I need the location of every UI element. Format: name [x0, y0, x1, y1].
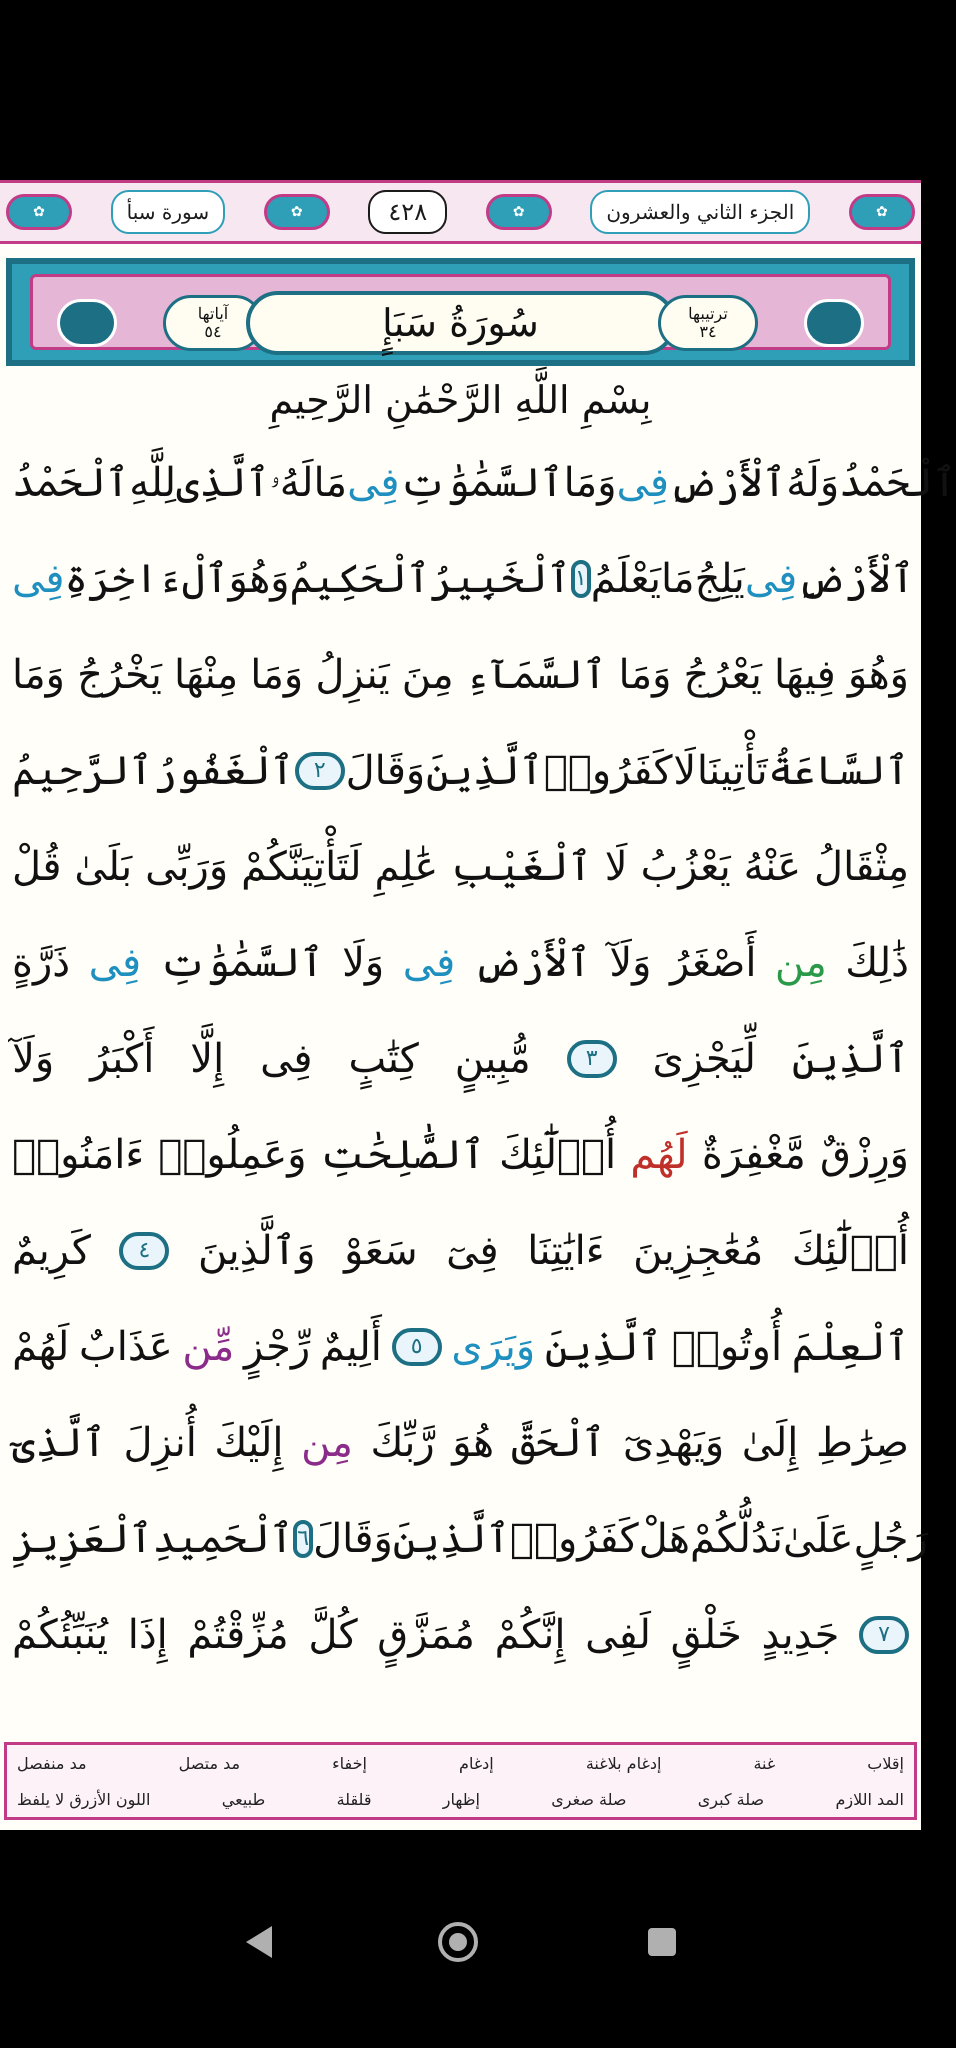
- ayah-number-marker[interactable]: ٦: [293, 1520, 313, 1558]
- verse-word[interactable]: فِيهَا: [773, 652, 836, 698]
- verse-word[interactable]: وَٱلَّذِينَ: [198, 1228, 316, 1274]
- verse-word[interactable]: يُنَبِّئُكُمْ: [12, 1612, 109, 1658]
- order-value: ٣٤: [699, 322, 717, 341]
- verse-word[interactable]: ٱلسَّمَآءِ: [465, 652, 607, 698]
- surah-banner: [6, 258, 915, 366]
- verse-word[interactable]: هُوَ: [452, 1420, 495, 1466]
- verse-word[interactable]: مِّن: [182, 1324, 235, 1370]
- verse-line[interactable]: [12, 627, 909, 723]
- verse-word[interactable]: نَدُلُّكُمْ: [690, 1516, 784, 1562]
- verse-word[interactable]: كَفَرُوا۟: [509, 1516, 639, 1562]
- verse-line[interactable]: [12, 435, 956, 531]
- verse-word[interactable]: يَعْزُبُ: [640, 844, 731, 890]
- verse-word[interactable]: إِلَىٰ: [741, 1420, 799, 1466]
- verse-word[interactable]: فِىٓ: [446, 1228, 499, 1274]
- verse-line[interactable]: [12, 1587, 909, 1683]
- verse-word[interactable]: إِلَّا: [190, 1036, 225, 1082]
- verse-word[interactable]: وَلَآ: [12, 1036, 55, 1082]
- verse-word[interactable]: وَرِزْقٌ: [820, 1132, 909, 1178]
- verse-word[interactable]: وَيَرَى: [451, 1324, 536, 1370]
- mushaf-page[interactable]: [0, 180, 956, 1830]
- verse-word[interactable]: خَلْقٍ: [670, 1612, 742, 1658]
- verse-word[interactable]: فِى: [616, 460, 670, 506]
- legend-item: مد منفصل: [17, 1753, 87, 1773]
- legend-item: إقلاب: [867, 1753, 904, 1773]
- verse-word[interactable]: مُمَزَّقٍ: [377, 1612, 475, 1658]
- ayah-number-marker[interactable]: ٥: [392, 1328, 442, 1366]
- verse-word[interactable]: لَهُمْ: [12, 1324, 70, 1370]
- legend-item: اللون الأزرق لا يلفظ: [17, 1789, 151, 1809]
- verse-word[interactable]: لَهُۥ: [269, 460, 314, 506]
- verse-word[interactable]: يَخْرُجُ: [77, 652, 162, 698]
- verse-word[interactable]: ٱلْءَاخِرَةِ: [64, 556, 229, 602]
- ayah-number-marker[interactable]: ٣: [567, 1040, 617, 1078]
- verse-word[interactable]: ٱلْحَكِيمُ: [289, 556, 431, 602]
- verse-word[interactable]: مُزِّقْتُمْ: [187, 1612, 289, 1658]
- verse-word[interactable]: ذَٰلِكَ: [845, 940, 909, 986]
- ayah-number-marker[interactable]: ٢: [295, 752, 345, 790]
- verse-word[interactable]: فِى: [88, 940, 142, 986]
- verse-word[interactable]: وَمَا: [563, 460, 617, 506]
- verse-word[interactable]: أُوتُوا۟: [671, 1324, 783, 1370]
- verse-word[interactable]: ءَايَٰتِنَا: [527, 1228, 605, 1274]
- verse-word[interactable]: عَذَابٌ: [79, 1324, 173, 1370]
- legend-item: طبيعي: [221, 1789, 266, 1809]
- verse-line[interactable]: [12, 723, 909, 819]
- verse-word[interactable]: كَفَرُوا۟: [543, 748, 673, 794]
- verse-word[interactable]: لَهُم: [630, 1132, 688, 1178]
- verse-word[interactable]: لِّيَجْزِىَ: [652, 1036, 756, 1082]
- verse-word[interactable]: فِى: [12, 556, 65, 602]
- order-label: ترتيبها: [688, 304, 728, 323]
- ornament-left: ✿: [6, 194, 72, 230]
- verse-word[interactable]: وَعَمِلُوا۟: [158, 1132, 307, 1178]
- verse-word[interactable]: ٱلَّذِينَ: [544, 1324, 663, 1370]
- banner-frame: [30, 274, 891, 350]
- verse-word[interactable]: رِّجْزٍ: [244, 1324, 311, 1370]
- verse-word[interactable]: قُلْ: [12, 844, 62, 890]
- verse-word[interactable]: فِى: [347, 460, 400, 506]
- verse-word[interactable]: ٱلْأَرْضِ: [669, 460, 787, 506]
- verse-word[interactable]: وَقَالَ: [345, 748, 426, 794]
- verse-word[interactable]: يَلِجُ: [694, 556, 745, 602]
- ayah-number-marker[interactable]: ٤: [119, 1232, 169, 1270]
- verse-word[interactable]: وَلَهُ: [786, 460, 840, 506]
- verse-word[interactable]: فِى: [260, 1036, 313, 1082]
- verse-word[interactable]: ٱلْعِلْمَ: [791, 1324, 909, 1370]
- ayat-label: آياتها: [197, 304, 229, 323]
- verse-word[interactable]: عَنْهُ: [743, 844, 802, 890]
- legend-item: إدغام: [459, 1753, 494, 1773]
- ayah-number-marker[interactable]: ٧: [859, 1616, 909, 1654]
- recent-apps-icon[interactable]: [640, 1920, 684, 1964]
- verse-word[interactable]: ٱلْخَبِيرُ: [430, 556, 571, 602]
- home-icon[interactable]: [436, 1920, 480, 1964]
- verse-line[interactable]: [12, 1299, 909, 1395]
- verse-word[interactable]: إِنَّكُمْ: [494, 1612, 566, 1658]
- verse-line[interactable]: [12, 819, 909, 915]
- basmala: بِسْمِ اللَّهِ الرَّحْمَٰنِ الرَّحِيمِ: [269, 378, 652, 422]
- verse-word[interactable]: ٱلسَّمَٰوَٰتِ: [159, 940, 324, 986]
- legend-item: قلقلة: [336, 1789, 372, 1809]
- legend-item: مد متصل: [178, 1753, 241, 1773]
- legend-row: [7, 1781, 914, 1817]
- verse-word[interactable]: ٱلْعَزِيزِ: [12, 1516, 153, 1562]
- verse-word[interactable]: أُو۟لَٰٓئِكَ: [791, 1228, 909, 1274]
- verse-word[interactable]: وَمَا: [618, 652, 672, 698]
- verse-word[interactable]: مِنَ: [401, 652, 454, 698]
- verse-line[interactable]: [12, 1203, 909, 1299]
- verse-word[interactable]: ٱلْأَرْضِ: [797, 556, 915, 602]
- legend-item: المد اللازم: [835, 1789, 904, 1809]
- legend-item: إظهار: [442, 1789, 480, 1809]
- verse-word[interactable]: وَهُوَ: [228, 556, 290, 602]
- legend-item: إدغام بلاغنة: [585, 1753, 662, 1773]
- verse-word[interactable]: وَرَبِّى: [145, 844, 229, 890]
- verse-word[interactable]: هَلْ: [638, 1516, 691, 1562]
- verse-word[interactable]: مُعَٰجِزِينَ: [633, 1228, 764, 1274]
- verse-word[interactable]: يَعْرُجُ: [683, 652, 762, 698]
- verse-word[interactable]: مِن: [774, 940, 827, 986]
- ornament-mid-left: ✿: [264, 194, 330, 230]
- verse-word[interactable]: وَمَا: [250, 652, 304, 698]
- legend-item: صلة كبرى: [697, 1789, 765, 1809]
- page-number: ٤٢٨: [368, 190, 447, 234]
- verse-word[interactable]: وَقَالَ: [313, 1516, 393, 1562]
- legend-item: صلة صغرى: [551, 1789, 627, 1809]
- tajweed-legend: [4, 1742, 917, 1820]
- flower-ornament-icon: [57, 299, 117, 347]
- verse-line[interactable]: [12, 1107, 909, 1203]
- verse-word[interactable]: صِرَٰطِ: [815, 1420, 909, 1466]
- verse-word[interactable]: مِن: [301, 1420, 353, 1466]
- verse-word[interactable]: وَيَهْدِىٓ: [622, 1420, 725, 1466]
- flower-ornament-icon: [804, 299, 864, 347]
- verse-word[interactable]: ءَامَنُوا۟: [12, 1132, 145, 1178]
- verse-word[interactable]: كِتَٰبٍ: [348, 1036, 419, 1082]
- verse-word[interactable]: ٱلَّذِينَ: [791, 1036, 909, 1082]
- verse-word[interactable]: تَأْتِينَا: [696, 748, 768, 794]
- verse-word[interactable]: أَكْبَرُ: [90, 1036, 155, 1082]
- surah-label: سورة سبأ: [111, 190, 225, 234]
- verse-word[interactable]: ٱلرَّحِيمُ: [12, 748, 153, 794]
- verse-word[interactable]: فِى: [402, 940, 456, 986]
- verse-line[interactable]: [12, 1395, 909, 1491]
- verse-word[interactable]: جَدِيدٍ: [761, 1612, 840, 1658]
- verse-word[interactable]: ٱلسَّمَٰوَٰتِ: [399, 460, 564, 506]
- verse-word[interactable]: أَصْغَرُ: [669, 940, 757, 986]
- verse-word[interactable]: إِذَا: [127, 1612, 168, 1658]
- verse-word[interactable]: ٱلْحَقَّ: [511, 1420, 606, 1466]
- verse-word[interactable]: ٱلَّذِىٓ: [12, 1420, 106, 1466]
- verse-word[interactable]: مُّبِينٍ: [454, 1036, 531, 1082]
- verse-word[interactable]: مَّغْفِرَةٌ: [701, 1132, 806, 1178]
- verse-word[interactable]: أَلِيمٌ: [319, 1324, 382, 1370]
- verse-word[interactable]: ٱلْحَمْدُ: [12, 460, 130, 506]
- verse-word[interactable]: ٱلْأَرْضِ: [473, 940, 591, 986]
- verse-word[interactable]: سَعَوْ: [344, 1228, 418, 1274]
- verse-word[interactable]: لَفِى: [585, 1612, 651, 1658]
- verse-word[interactable]: ٱلسَّاعَةُ: [768, 748, 909, 794]
- verse-word[interactable]: عَلَىٰ: [783, 1516, 854, 1562]
- verse-word[interactable]: ٱلَّذِينَ: [425, 748, 544, 794]
- verse-word[interactable]: ٱلَّذِينَ: [392, 1516, 510, 1562]
- verse-word[interactable]: مِثْقَالُ: [814, 844, 909, 890]
- verse-word[interactable]: لَا: [604, 844, 628, 890]
- verse-word[interactable]: لَتَأْتِيَنَّكُمْ: [241, 844, 362, 890]
- verse-word[interactable]: وَمَا: [12, 652, 65, 698]
- back-icon[interactable]: [238, 1920, 282, 1964]
- legend-item: غنة: [753, 1753, 776, 1773]
- verse-word[interactable]: ٱلَّذِى: [176, 460, 270, 506]
- ayah-number-marker[interactable]: ١: [571, 560, 591, 598]
- verse-word[interactable]: أُو۟لَٰٓئِكَ: [499, 1132, 617, 1178]
- verse-word[interactable]: وَلَآ: [609, 940, 652, 986]
- verse-line[interactable]: [12, 1011, 909, 1107]
- verse-word[interactable]: ٱلْحَمْدُ: [839, 460, 956, 506]
- ornament-mid-right: ✿: [486, 194, 552, 230]
- verse-word[interactable]: وَلَا: [342, 940, 385, 986]
- legend-item: إخفاء: [332, 1753, 367, 1773]
- verse-word[interactable]: لَا: [673, 748, 697, 794]
- verse-line[interactable]: [12, 531, 915, 627]
- verse-word[interactable]: مَا: [660, 556, 695, 602]
- verse-word[interactable]: وَهُوَ: [847, 652, 909, 698]
- verse-word[interactable]: فِى: [744, 556, 798, 602]
- verse-word[interactable]: إِلَيْكَ: [214, 1420, 284, 1466]
- verse-word[interactable]: رَّبِّكَ: [370, 1420, 435, 1466]
- verse-word[interactable]: ٱلْحَمِيدِ: [152, 1516, 294, 1562]
- quran-text[interactable]: [12, 435, 956, 1683]
- ornament-right: ✿: [849, 194, 915, 230]
- page-header: [0, 180, 921, 244]
- ayat-value: ٥٤: [204, 322, 222, 341]
- verse-word[interactable]: ٱلْغَفُورُ: [153, 748, 295, 794]
- verse-word[interactable]: ٱلصَّٰلِحَٰتِ: [320, 1132, 485, 1178]
- verse-line[interactable]: [12, 1491, 928, 1587]
- verse-word[interactable]: لِلَّهِ: [129, 460, 177, 506]
- verse-word[interactable]: ٱلْغَيْبِ: [451, 844, 592, 890]
- verse-word[interactable]: يَعْلَمُ: [590, 556, 661, 602]
- surah-order-badge: [658, 295, 758, 351]
- verse-word[interactable]: أُنزِلَ: [123, 1420, 197, 1466]
- verse-word[interactable]: مَا: [313, 460, 348, 506]
- verse-word[interactable]: كَرِيمٌ: [12, 1228, 91, 1274]
- juz-label: الجزء الثاني والعشرون: [590, 190, 810, 234]
- verse-line[interactable]: [12, 915, 909, 1011]
- verse-word[interactable]: رَجُلٍ: [853, 1516, 928, 1562]
- verse-word[interactable]: مِنْهَا: [174, 652, 239, 698]
- legend-row: [7, 1745, 914, 1781]
- verse-word[interactable]: ذَرَّةٍ: [12, 940, 71, 986]
- system-nav-bar: [0, 1830, 921, 2048]
- verse-word[interactable]: بَلَىٰ: [74, 844, 133, 890]
- surah-title: سُورَةُ سَبَإٍ: [246, 291, 676, 355]
- verse-word[interactable]: عَٰلِمِ: [374, 844, 439, 890]
- verse-word[interactable]: كُلَّ: [308, 1612, 358, 1658]
- verse-word[interactable]: يَنزِلُ: [315, 652, 390, 698]
